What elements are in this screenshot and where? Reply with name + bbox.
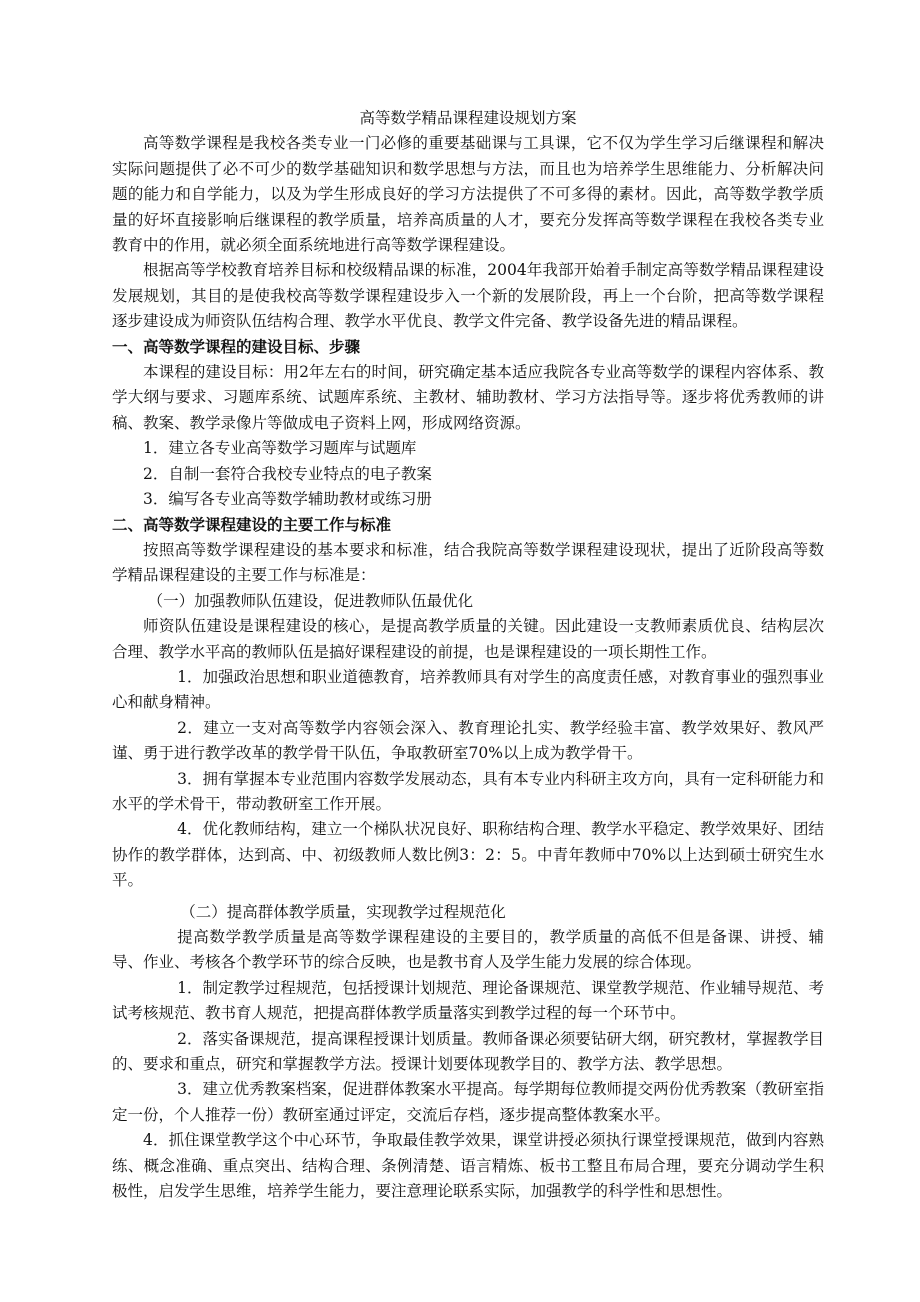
- subsection-1-item-3: 3．拥有掌握本专业范围内容数学发展动态，具有本专业内科研主攻方向，具有一定科研能力和水平的学术骨干，带动教研室工作开展。: [112, 769, 824, 813]
- subsection-2-heading: （二）提高群体教学质量，实现教学过程规范化: [180, 902, 506, 921]
- subsection-2-item-3: 3．建立优秀教案档案，促进群体教案水平提高。每学期每位教师提交两份优秀教案（教研室指定一份，个人推荐一份）教研室通过评定，交流后存档，逐步提高整体教案水平。: [112, 1080, 824, 1124]
- document-page: [112, 106, 824, 1204]
- subsection-2-item-1: 1．制定教学过程规范，包括授课计划规范、理论备课规范、课堂教学规范、作业辅导规范、考试考核规范、教书育人规范，把提高群体教学质量落实到教学过程的每一个环节中。: [112, 978, 824, 1023]
- section-1-item-2: 2．自制一套符合我校专业特点的电子教案: [143, 464, 432, 483]
- section-2-heading: 二、高等数学课程建设的主要工作与标准: [112, 515, 392, 534]
- section-2-body: 按照高等数学课程建设的基本要求和标准，结合我院高等数学课程建设现状，提出了近阶段高等数学精品课程建设的主要工作与标准是：: [112, 540, 824, 585]
- subsection-1-item-2: 2．建立一支对高等数学内容领会深入、教育理论扎实、教学经验丰富、教学效果好、教风严谨、勇于进行教学改革的教学骨干队伍，争取教研室70%以上成为教学骨干。: [112, 718, 824, 763]
- section-1-heading: 一、高等数学课程的建设目标、步骤: [112, 337, 361, 356]
- intro-paragraph-2: 根据高等学校教育培养目标和校级精品课的标准，2004年我部开始着手制定高等数学精品课程建设发展规划，其目的是使我校高等数学课程建设步入一个新的发展阶段，再上一个台阶，把高等数学课程逐步建设成为师资队伍结构合理、教学水平优良、教学文件完备、教学设备先进的精品课程。: [112, 261, 824, 331]
- subsection-2-item-2: 2．落实备课规范，提高课程授课计划质量。教师备课必须要钻研大纲，研究教材，掌握教学目的、要求和重点，研究和掌握教学方法。授课计划要体现教学目的、教学方法、教学思想。: [112, 1029, 824, 1074]
- section-1-item-3: 3．编写各专业高等数学辅助教材或练习册: [143, 490, 432, 509]
- subsection-2-body: 提高数学教学质量是高等数学课程建设的主要目的，教学质量的高低不但是备课、讲授、辅导、作业、考核各个教学环节的综合反映，也是教书育人及学生能力发展的综合体现。: [112, 928, 824, 972]
- section-1-item-1: 1．建立各专业高等数学习题库与试题库: [143, 439, 417, 458]
- subsection-1-heading: （一）加强教师队伍建设，促进教师队伍最优化: [147, 591, 474, 610]
- subsection-1-item-1: 1．加强政治思想和职业道德教育，培养教师具有对学生的高度责任感，对教育事业的强烈事业心和献身精神。: [112, 667, 824, 712]
- subsection-1-body: 师资队伍建设是课程建设的核心，是提高教学质量的关键。因此建设一支教师素质优良、结构层次合理、教学水平高的教师队伍是搞好课程建设的前提，也是课程建设的一项长期性工作。: [112, 617, 824, 661]
- intro-paragraph-1: 高等数学课程是我校各类专业一门必修的重要基础课与工具课，它不仅为学生学习后继课程和解决实际问题提供了必不可少的数学基础知识和数学思想与方法，而且也为培养学生思维能力、分析解决问题的能力和自学能力，以及为学生形成良好的学习方法提供了不可多得的素材。因此，高等数学教学质量的好坏直接影响后继课程的教学质量，培养高质量的人才，要充分发挥高等数学课程在我校各类专业教育中的作用，就必须全面系统地进行高等数学课程建设。: [112, 134, 824, 255]
- section-1-body: 本课程的建设目标：用2年左右的时间，研究确定基本适应我院各专业高等数学的课程内容体系、教学大纲与要求、习题库系统、试题库系统、主教材、辅助教材、学习方法指导等。逐步将优秀教师的讲稿、教案、教学录像片等做成电子资料上网，形成网络资源。: [112, 363, 824, 432]
- subsection-2-item-4: 4．抓住课堂教学这个中心环节，争取最佳教学效果，课堂讲授必须执行课堂授课规范，做到内容熟练、概念准确、重点突出、结构合理、条例清楚、语言精炼、板书工整且布局合理，要充分调动学生积极性，启发学生思维，培养学生能力，要注意理论联系实际，加强教学的科学性和思想性。: [112, 1131, 824, 1201]
- subsection-1-item-4: 4．优化教师结构，建立一个梯队状况良好、职称结构合理、教学水平稳定、教学效果好、团结协作的教学群体，达到高、中、初级教师人数比例3：2：5。中青年教师中70%以上达到硕士研究生水平。: [112, 820, 824, 890]
- document-title: 高等数学精品课程建设规划方案: [359, 109, 577, 127]
